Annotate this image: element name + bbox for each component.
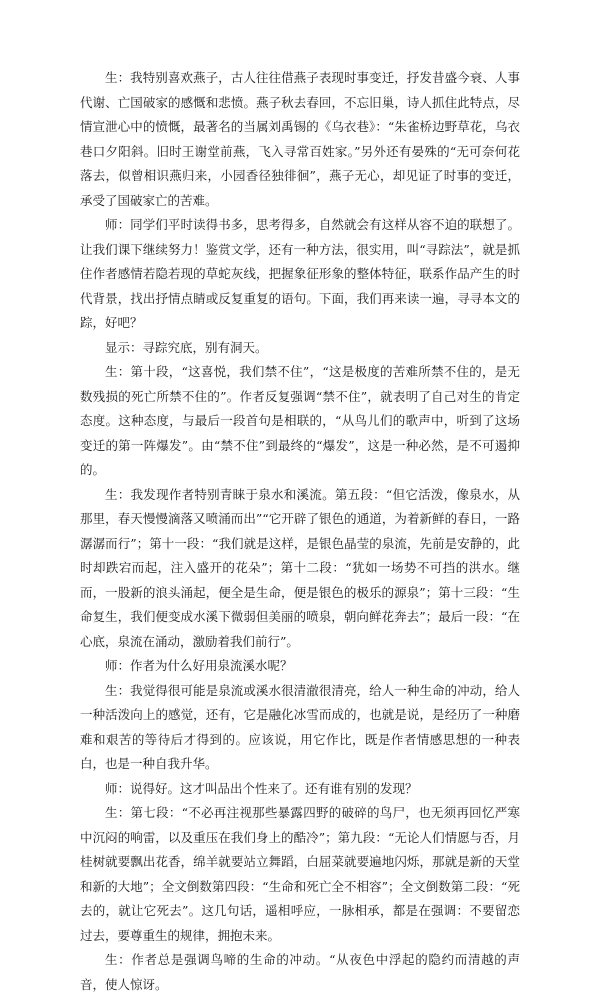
- paragraph-student-swallow: 生：我特别喜欢燕子，古人往往借燕子表现时事变迁，抒发昔盛今衰、人事代谢、亡国破家的感慨和悲愤。燕子秋去春回，不忘旧巢，诗人抓住此特点，尽情宣泄心中的愤慨，最著名的当属刘禹锡的《乌衣巷》：“朱雀桥边野草花，乌衣巷口夕阳斜。旧时王谢堂前燕，飞入寻常百姓家。”另外还有晏殊的“无可奈何花落去，似曾相识燕归来，小园香径独徘徊”，燕子无心，却见证了时事的变迁，承受了国破家亡的苦难。: [80, 70, 520, 208]
- paragraph-teacher-question: 师：作者为什么好用泉流溪水呢？: [105, 658, 293, 673]
- paragraph-student-bird-song: 生：作者总是强调鸟啼的生命的冲动。“从夜色中浮起的隐约而清越的声音，使人惊讶。: [80, 952, 520, 992]
- paragraph-student-tenth-section: 生：第十段，“这喜悦，我们禁不住”，“这是极度的苦难所禁不住的，是无数残损的死亡所禁不住的”。作者反复强调“禁不住”，就表明了自己对生的肯定态度。这种态度，与最后一段首句是相联的，“从鸟儿们的歌声中，听到了这场变迁的第一阵爆发”。由“禁不住”到最终的“爆发”，这是一种必然，是不可遏抑的。: [80, 364, 520, 477]
- paragraph-teacher-method: 师：同学们平时读得书多，思考得多，自然就会有这样从容不迫的联想了。让我们课下继续努力！鉴赏文学，还有一种方法，很实用，叫“寻踪法”，就是抓住作者感情若隐若现的草蛇灰线，把握象征形象的整体特征，联系作品产生的时代背景，找出抒情点睛或反复重复的语句。下面，我们再来读一遍，寻寻本文的踪，好吧？: [80, 217, 520, 330]
- paragraph-student-spring-water: 生：我发现作者特别青睐于泉水和溪流。第五段：“但它活泼，像泉水，从那里，春天慢慢滴落又喷涌而出”“它开辟了银色的通道，为着新鲜的春日，一路潺潺而行”；第十一段：“我们就是这样，是银色晶莹的泉流，先前是安静的，此时却跌宕而起，注入盛开的花朵”；第十二段：“犹如一场势不可挡的洪水。继而，一股新的浪头涌起，便全是生命，便是银色的极乐的源泉”；第十三段：“生命复生，我们便变成水溪下微弱但美丽的喷泉，朝向鲜花奔去”；最后一段：“在心底，泉流在涌动，激励着我们前行”。: [80, 486, 520, 649]
- paragraph-display-slide: 显示：寻踪究底，别有洞天。: [105, 339, 268, 355]
- paragraph-student-answer: 生：我觉得很可能是泉流或溪水很清澈很清亮，给人一种生命的冲动，给人一种活泼向上的感觉，还有，它是融化冰雪而成的，也就是说，是经历了一种磨难和艰苦的等待后才得到的。应该说，用它作比，既是作者情感思想的一种表白，也是一种自我升华。: [80, 682, 520, 771]
- document-page: [80, 66, 520, 997]
- paragraph-teacher-praise: 师：说得好。这才叫品出个性来了。还有谁有别的发现？: [105, 780, 418, 796]
- paragraph-student-seventh-section: 生：第七段：“不必再注视那些暴露四野的破碎的鸟尸，也无须再回忆严寒中沉闷的响雷，以及重压在我们身上的酷冷”；第九段：“无论人们情愿与否，月桂树就要飘出花香，绵羊就要站立舞蹈，白屈菜就要遍地闪烁，那就是新的天堂和新的大地”；全文倒数第四段：“生命和死亡全不相容”；全文倒数第二段：“死去的，就让它死去”。这几句话，遥相呼应，一脉相承，都是在强调：不要留恋过去，要尊重生的规律，拥抱未来。: [80, 805, 520, 943]
